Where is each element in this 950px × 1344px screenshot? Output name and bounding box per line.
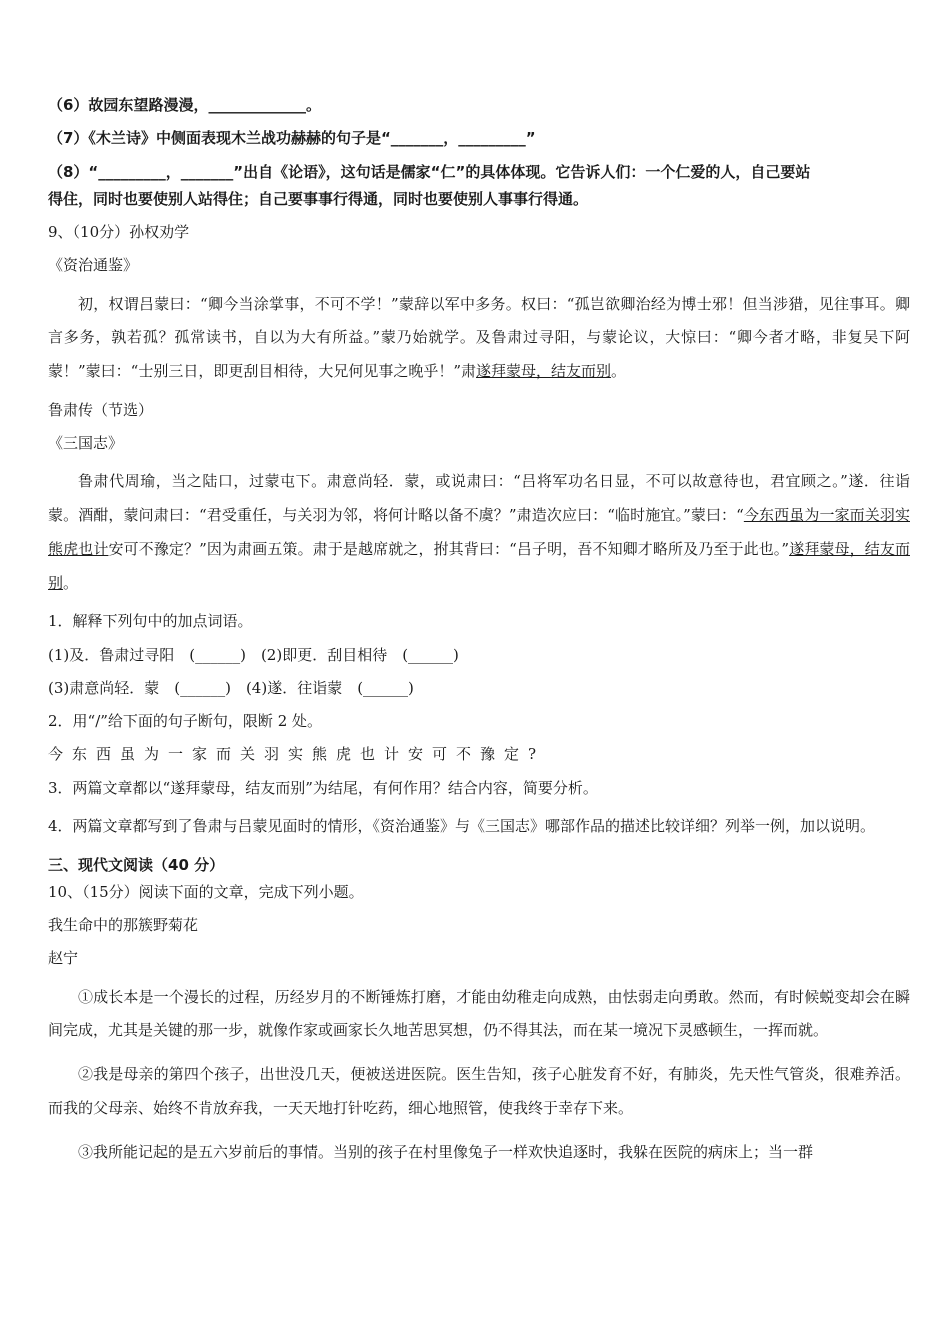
- passage-lu-su: [48, 465, 910, 600]
- sub-question-2-sentence: 今东西虽为一家而关羽实熊虎也计安可不豫定?: [48, 745, 546, 764]
- sub-question-3: 3．两篇文章都以“遂拜蒙母，结友而别”为结尾，有何作用？结合内容，简要分析。: [48, 778, 598, 797]
- source-zizhi-tongjian: 《资治通鉴》: [48, 256, 139, 275]
- underlined-sentence-2: 遂拜蒙母，结友而别: [48, 539, 910, 592]
- document-page: [48, 94, 910, 1179]
- passage-sun-quan: [48, 288, 910, 389]
- article-author: 赵宁: [48, 949, 79, 968]
- question-8-line-2: 得住，同时也要使别人站得住；自己要事事行得通，同时也要使别人事事行得通。: [48, 189, 589, 208]
- question-7: （7）《木兰诗》中侧面表现木兰战功赫赫的句子是“_______，_________”: [48, 129, 536, 148]
- sub-question-2: 2．用“/”给下面的句子断句，限断 2 处。: [48, 712, 323, 730]
- article-paragraph-1: ①成长本是一个漫长的过程，历经岁月的不断锤炼打磨，才能由幼稚走向成熟，由怯弱走向勇敢。然而，有时候蜕变却会在瞬间完成，尤其是关键的那一步，就像作家或画家长久地苦思冥想，仍不得其法，而在某一境况下灵感顿生，一挥而就。: [48, 987, 910, 1040]
- question-10-header: 10、（15分）阅读下面的文章，完成下列小题。: [48, 882, 364, 901]
- article-paragraph-3: ③我所能记起的是五六岁前后的事情。当别的孩子在村里像兔子一样欢快追逐时，我躲在医院的病床上；当一群: [78, 1142, 814, 1161]
- passage-end-mark: 。: [611, 362, 627, 380]
- sub-question-1-items-a: (1)及．鲁肃过寻阳 (______) (2)即更．刮目相待 (______): [48, 645, 459, 664]
- passage-lu-su-text-a: 鲁肃代周瑜，当之陆口，过蒙屯下。肃意尚轻．蒙，或说肃曰：“吕将军功名日显，不可以故意待也，君宜顾之。”遂．往诣蒙。酒酣，蒙问肃曰：“君受重任，与关羽为邻，将何计略以备不虞？”肃造次应曰：“临时施宜。”蒙曰：“: [48, 472, 910, 524]
- question-6: （6）故园东望路漫漫，_____________。: [48, 96, 321, 114]
- source-sanguo-zhi: 《三国志》: [48, 434, 124, 452]
- question-9-header: 9、（10分）孙权劝学: [48, 223, 190, 241]
- lu-su-biography-title: 鲁肃传（节选）: [48, 400, 154, 419]
- passage-sun-quan-text: 初，权谓吕蒙曰：“卿今当涂掌事，不可不学！”蒙辞以军中多务。权曰：“孤岂欲卿治经为博士邪！但当涉猎，见往事耳。卿言多务，孰若孤？孤常读书，自以为大有所益。”蒙乃始就学。及鲁肃过寻阳，与蒙论议，大惊曰：“卿今者才略，非复吴下阿蒙！”蒙曰：“士别三日，即更刮目相待，大兄何见事之晚乎！”肃: [48, 294, 910, 380]
- underlined-sentence-1: 今东西虽为一家而关羽实熊虎也计: [48, 506, 910, 558]
- underlined-sentence: 遂拜蒙母，结友而别: [476, 362, 612, 380]
- sub-question-1: 1．解释下列句中的加点词语。: [48, 612, 253, 631]
- passage-lu-su-text-b: 安可不豫定？”因为肃画五策。肃于是越席就之，拊其背曰：“吕子明，吾不知卿才略所及乃至于此也。”: [108, 539, 790, 558]
- passage-end-mark: 。: [63, 573, 79, 592]
- sub-question-4: 4．两篇文章都写到了鲁肃与吕蒙见面时的情形，《资治通鉴》与《三国志》哪部作品的描述比较详细？列举一例，加以说明。: [48, 816, 876, 835]
- article-title: 我生命中的那簇野菊花: [48, 916, 199, 934]
- section-three-title: 三、现代文阅读（40 分）: [48, 855, 225, 874]
- sub-question-1-items-b: (3)肃意尚轻．蒙 (______) (4)遂．往诣蒙 (______): [48, 678, 414, 697]
- question-8-line-1: （8）“_________，_______”出自《论语》，这句话是儒家“仁”的具体体现。它告诉人们：一个仁爱的人，自己要站: [48, 162, 811, 181]
- article-paragraph-2: ②我是母亲的第四个孩子，出世没几天，便被送进医院。医生告知，孩子心脏发育不好，有肺炎，先天性气管炎，很难养活。而我的父母亲、始终不肯放弃我，一天天地打针吃药，细心地照管，使我终于幸存下来。: [48, 1065, 910, 1117]
